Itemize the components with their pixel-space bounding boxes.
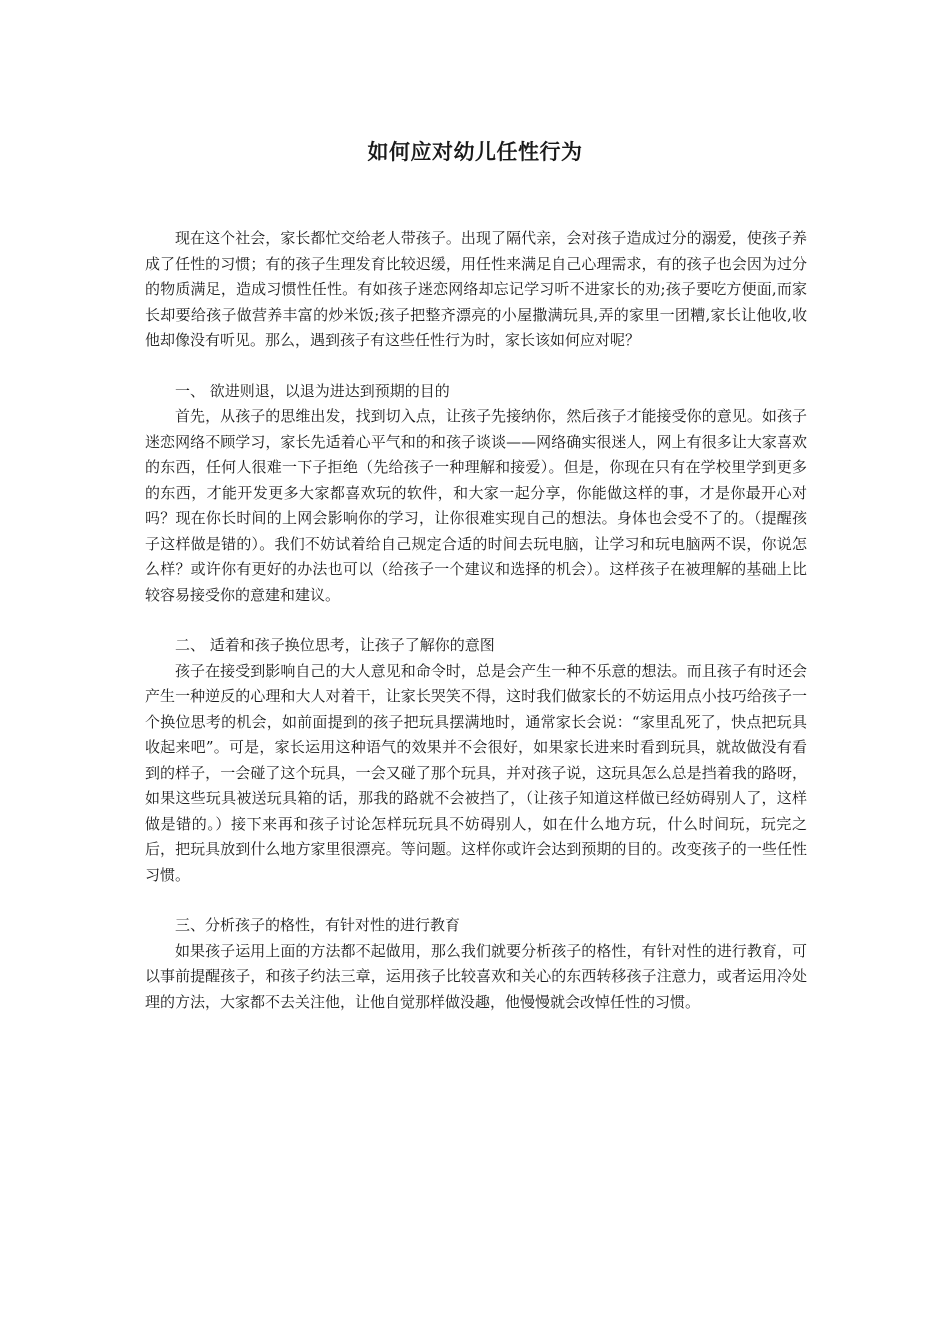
- intro-paragraph: 现在这个社会，家长都忙交给老人带孩子。出现了隔代亲，会对孩子造成过分的溺爱，使孩子养成了任性的习惯；有的孩子生理发育比较迟缓，用任性来满足自己心理需求，有的孩子也会因为过分的物质满足，造成习惯性任性。有如孩子迷恋网络却忘记学习听不进家长的劝;孩子要吃方便面,而家长却要给孩子做营养丰富的炒米饭;孩子把整齐漂亮的小屋撒满玩具,弄的家里一团糟,家长让他收,收他却像没有听见。那么，遇到孩子有这些任性行为时，家长该如何应对呢？: [145, 229, 807, 349]
- document-body: [145, 226, 807, 1015]
- section-3-heading: 三、分析孩子的格性，有针对性的进行教育: [175, 916, 461, 934]
- paragraph-spacer: [145, 888, 807, 913]
- section-1-body: 首先，从孩子的思维出发，找到切入点，让孩子先接纳你，然后孩子才能接受你的意见。如孩子迷恋网络不顾学习，家长先适着心平气和的和孩子谈谈——网络确实很迷人，网上有很多让大家喜欢的东西，任何人很难一下子拒绝（先给孩子一种理解和接爱）。但是，你现在只有在学校里学到更多的东西，才能开发更多大家都喜欢玩的软件，和大家一起分享，你能做这样的事，才是你最开心对吗？现在你长时间的上网会影响你的学习，让你很难实现自己的想法。身体也会受不了的。（提醒孩子这样做是错的）。我们不妨试着给自己规定合适的时间去玩电脑，让学习和玩电脑两不误，你说怎么样？或许你有更好的办法也可以（给孩子一个建议和选择的机会）。这样孩子在被理解的基础上比较容易接受你的意建和建议。: [145, 407, 807, 604]
- paragraph-spacer: [145, 608, 807, 633]
- section-2-body: 孩子在接受到影响自己的大人意见和命令时，总是会产生一种不乐意的想法。而且孩子有时还会产生一种逆反的心理和大人对着干，让家长哭笑不得，这时我们做家长的不妨运用点小技巧给孩子一个换位思考的机会，如前面提到的孩子把玩具摆满地时，通常家长会说：“家里乱死了，快点把玩具收起来吧”。可是，家长运用这种语气的效果并不会很好，如果家长进来时看到玩具，就故做没有看到的样子，一会碰了这个玩具，一会又碰了那个玩具，并对孩子说，这玩具怎么总是挡着我的路呀，如果这些玩具被送玩具箱的话，那我的路就不会被挡了，（让孩子知道这样做已经妨碍别人了，这样做是错的。）接下来再和孩子讨论怎样玩玩具不妨碍别人，如在什么地方玩，什么时间玩，玩完之后，把玩具放到什么地方家里很漂亮。等问题。这样你或许会达到预期的目的。改变孩子的一些任性习惯。: [145, 661, 807, 884]
- section-1-heading: 一、 欲进则退，以退为进达到预期的目的: [175, 381, 450, 400]
- section-3-body: 如果孩子运用上面的方法都不起做用，那么我们就要分析孩子的格性，有针对性的进行教育，可以事前提醒孩子，和孩子约法三章，运用孩子比较喜欢和关心的东西转移孩子注意力，或者运用冷处理的方法，大家都不去关注他，让他自觉那样做没趣，他慢慢就会改悼任性的习惯。: [145, 941, 807, 1011]
- section-2-heading: 二、 适着和孩子换位思考，让孩子了解你的意图: [175, 636, 495, 654]
- paragraph-spacer: [145, 354, 807, 379]
- document-title: 如何应对幼儿任性行为: [367, 140, 583, 164]
